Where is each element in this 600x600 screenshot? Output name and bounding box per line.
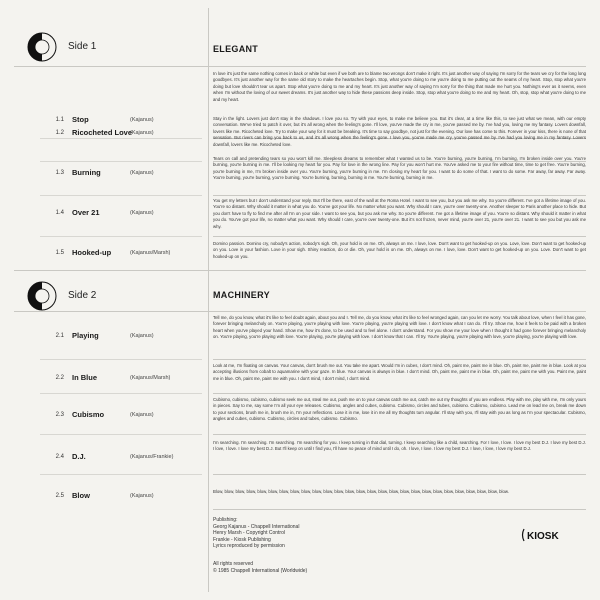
rights-notice [213,561,307,574]
publishing-line: Frankie - Kiosk Publishing [213,536,271,543]
column-divider [208,8,209,592]
side-2-label: Side 2 [68,290,97,301]
lyric-rule [213,195,586,196]
kiosk-logo-text: KIOSK [527,531,559,542]
lyrics-hooked-up: Domino passion. Domino cry, nobody's action, nobody's sigh. Oh, your hold is on me. Oh, always on me. I love, love. Don't want to get hooked-up on you. Love, love. Don't want to get hooked-up on you. Love in your fashion. Love in your sigh. Shiny reaction, do or die. Oh, your hold is on me. Oh, always on me. I love, love. Don't want to get hooked-up on you. Love. Don't want to get hooked-up on you. [213,241,586,259]
track-number: 1.5 [55,250,64,256]
footer-rule [213,509,586,510]
track-title: Hooked-up [72,248,112,257]
track-credit: (Kajanus) [130,210,154,216]
section-title-elegant: ELEGANT [213,44,259,54]
track-number: 2.1 [55,333,64,339]
lyric-rule [213,393,586,394]
track-credit: (Kajanus) [130,130,154,136]
rights-line: © 1985 Chappell International (Worldwide) [213,567,308,574]
section-rule [14,311,586,312]
track-title: In Blue [72,373,98,382]
track-credit: (Kajanus) [130,493,154,499]
track-title: Ricocheted Love [72,128,133,137]
track-rule [40,434,202,435]
track-credit: (Kajanus) [130,333,154,339]
record-disc-icon [27,32,57,62]
section-title-machinery: MACHINERY [213,290,270,300]
lyrics-burning: Tears on call and pretending tears so you won't kill me. Sleepless dreams to remember what I wanted us to be. You're burning, you're burning, I'm burning, I'm broken inside over you. You're burning, you're burning in me. I'll be looking my heart for you. Pay for love in the wrong line. Pay for you won't hurt me. You've asked me to your fire without time, time to get free. You're burning, you're burning in me, I'm broken inside over you. You're burning, you're burning in me. I'm closing my heart for you. I want to do some of that. I want to do some. Far away, far away. Far away. You're burning, you're burning, you're burning. You're burning, burning, burning in me. You're burning, burning in me. [213,156,586,181]
rights-line: All rights reserved [213,561,254,567]
lyric-rule [213,474,586,475]
track-title: Stop [72,115,89,124]
lyrics-playing: Tell me, do you know, what it's like to feel doubt again, about you and I. Tell me, do you know, what it's like to feel wronged again, can you let me worry. You talk about love, when I feel it has gone, forever bringing melancholy on. You're playing, you're playing with love. You're playing, you're playing with love. I don't know what I can do. I'll try. Show me, how it feels to be paid with a broken heart when you've played your hand. Show me, how it's done, to be used and to feel alone. I don't understand. For you show me your love when I thought it had gone forever bringing melancholy on. You're playing, you're playing with love. You're playing, you're playing with love. I don't know that I can. I'll try. You're playing, you're playing with love, you're playing, you're playing with love. [213,315,586,340]
track-credit: (Kajanus/Marsh) [130,250,171,256]
track-title: Cubismo [72,410,105,419]
track-title: Over 21 [72,208,100,217]
lyric-rule [213,434,586,435]
track-credit: (Kajanus) [130,117,154,123]
lyrics-dj: I'm searching. I'm searching. I'm searching. I'm searching for you. I keep turning in that dial, turning. I keep searching like a child, searching. For I love, I love. I love my best D.J. I love my best D.J. I love, I love. I love my best D.J. But I'll keep on until I find you, I'll have no peace of mind until I do, oh. I love, I love. I love my best D.J. I love, I love, I love my best D.J. [213,440,586,452]
side-rule [14,270,586,271]
track-rule [40,474,202,475]
publishing-credits [213,517,299,550]
track-number: 2.2 [55,375,64,381]
track-title: Blow [72,491,90,500]
track-credit: (Kajanus/Frankie) [130,454,174,460]
section-rule [14,66,586,67]
track-credit: (Kajanus) [130,412,154,418]
lyrics-over-21: You get my letters but I don't understand your reply. But I'll be there, east of the wall at the Roma Hotel. I want to see you, but you ask me why. So you're different. I've got a lifetime image of you. You're so distant. Why should it matter in what you do. You've got your life. No matter what you want. Why should I care, you're over twenty-one. Another sleeper to Paris another place to hide. But you don't have to fly to find me after all I'm on your side. I want to see you, but you ask me why. So you're different. I've got a lifetime image of you. You're so distant. Why should it matter in what you do. You've got your life, no matter what you want. Why should I care, you're over twenty-one. But it's not frozen, never mind, you're over 21, you're over 21. I want to see you but you ask me why. [213,198,586,229]
lyrics-stop: In love it's just the same nothing comes in back or white but even if we both are to blame two wrongs don't make it right. It's just another way of saying I'm sorry for the tears we cry for the long long goodbyes. It's just another way for the same old story to make the heartaches begin. Stop, what you're doing to me you're doing to me putting out the seams of my heart. Stop, stop what you're doing but love shouldn't tear us apart. Stop what you're doing to me and my heart. It's just another way of saying I'm sorry for the thing that made me hurt you. Nothing's ever as it seems, even when I'm without the loving of our sweet dreams. It's just another way to hide these passions deep inside. Stop, stop what you're doing to me and my heart. Oh, stop, stop what you're doing to me and my heart. [213,71,586,102]
track-title: D.J. [72,452,86,461]
track-rule [40,393,202,394]
track-number: 1.2 [55,130,64,136]
track-rule [40,359,202,360]
side-1-label: Side 1 [68,41,97,52]
lyrics-in-blue: Look at me, I'm floating on canvas. Your canvas, don't brush me out. You take me apart. Would I'm in cubes, I don't mind. Oh, paint me, paint me in blue. Oh, paint me, paint me in blue. Look at you accepting illusions from cobalt to aquamarine with your gaze. In blue. Your canvas is always in blue. I don't mind. Oh, paint me, paint me in blue. Oh, paint me, paint me with you. Paint me, paint me in blue. Oh, paint me, paint me with you. I don't mind, I don't mind, I don't mind. [213,363,586,381]
lyrics-cubismo: Cubismo, cubismo, cubismo, cubismo seek me out, steal me out, push me on to your canvas catch me out, catch me out my thoughts of you are endless. Play with me, play with me, I'm only yours in pieces. Say to me, say some I'm all your eye releases. Cubismo, angles and cubes, cubismo. Cubismo, circles and tubes, cubismo. Cubismo, cubismo. Lead me on lead me on, break me down to your sections, brush me in, brush me in, I'm your reflections. Lose it in me, lose it in me all my thoughts turn angular. I'll stay with you, I'll stay with you as long as I'm your spectacular. Cubismo, angles and cubes, cubismo. Cubismo, circles and tubes, cubismo. Cubismo. [213,397,586,422]
track-credit: (Kajanus/Marsh) [130,375,171,381]
lyric-rule [213,359,586,360]
track-number: 2.4 [55,454,64,460]
track-number: 1.4 [55,210,64,216]
publishing-line: Henry Marsh - Copyright Control [213,530,285,537]
lyrics-ricocheted-love: Stay in the light. Lovers just don't stay in the shadows. I love you so. Try with your eyes, to make me believe you. But it's clear, at a time like this, to see just what we mean, with our empty conversation. We've tried to patch it over, but it's all wrong when the feeling's gone. I'll love, you've made the cry in me, you've passed me by. I've had you, loving me my fantasy. Lovers downfall, lovers like me. Ricocheted love. Try to make your way for it must be breaking. It's time to say goodbye, not just for the evening. Our love has come to this. Forever in your kiss, there is none of that sensation. But rivers can bring you back to us, and it's all wrong when the feeling's gone. I love you, you've made me cry, you've passed me by. I've had you loving me in my fantasy. Lovers downfall, lovers like me. Ricocheted love. [213,116,586,147]
publishing-line: Georg Kajanus - Chappell International [213,523,300,530]
publishing-line: Lyrics reproduced by permission [213,543,285,550]
track-number: 2.3 [55,412,64,418]
record-disc-icon [27,281,57,311]
track-number: 1.1 [55,117,64,123]
track-title: Playing [72,331,99,340]
lyrics-blow: Blow, blow, blow, blow, blow, blow, blow, blow, blow, blow, blow, blow, blow, blow, blow, blow, blow, blow, blow, blow, blow, blow, blow, blow, blow, blow, blow. [213,489,509,494]
kiosk-logo [521,527,569,543]
track-rule [40,161,202,162]
track-rule [40,236,202,237]
track-rule [40,138,202,139]
track-credit: (Kajanus) [130,170,154,176]
publishing-line: Publishing: [213,517,238,523]
track-number: 2.5 [55,493,64,499]
track-title: Burning [72,168,101,177]
track-number: 1.3 [55,170,64,176]
lyric-rule [213,236,586,237]
track-rule [40,195,202,196]
